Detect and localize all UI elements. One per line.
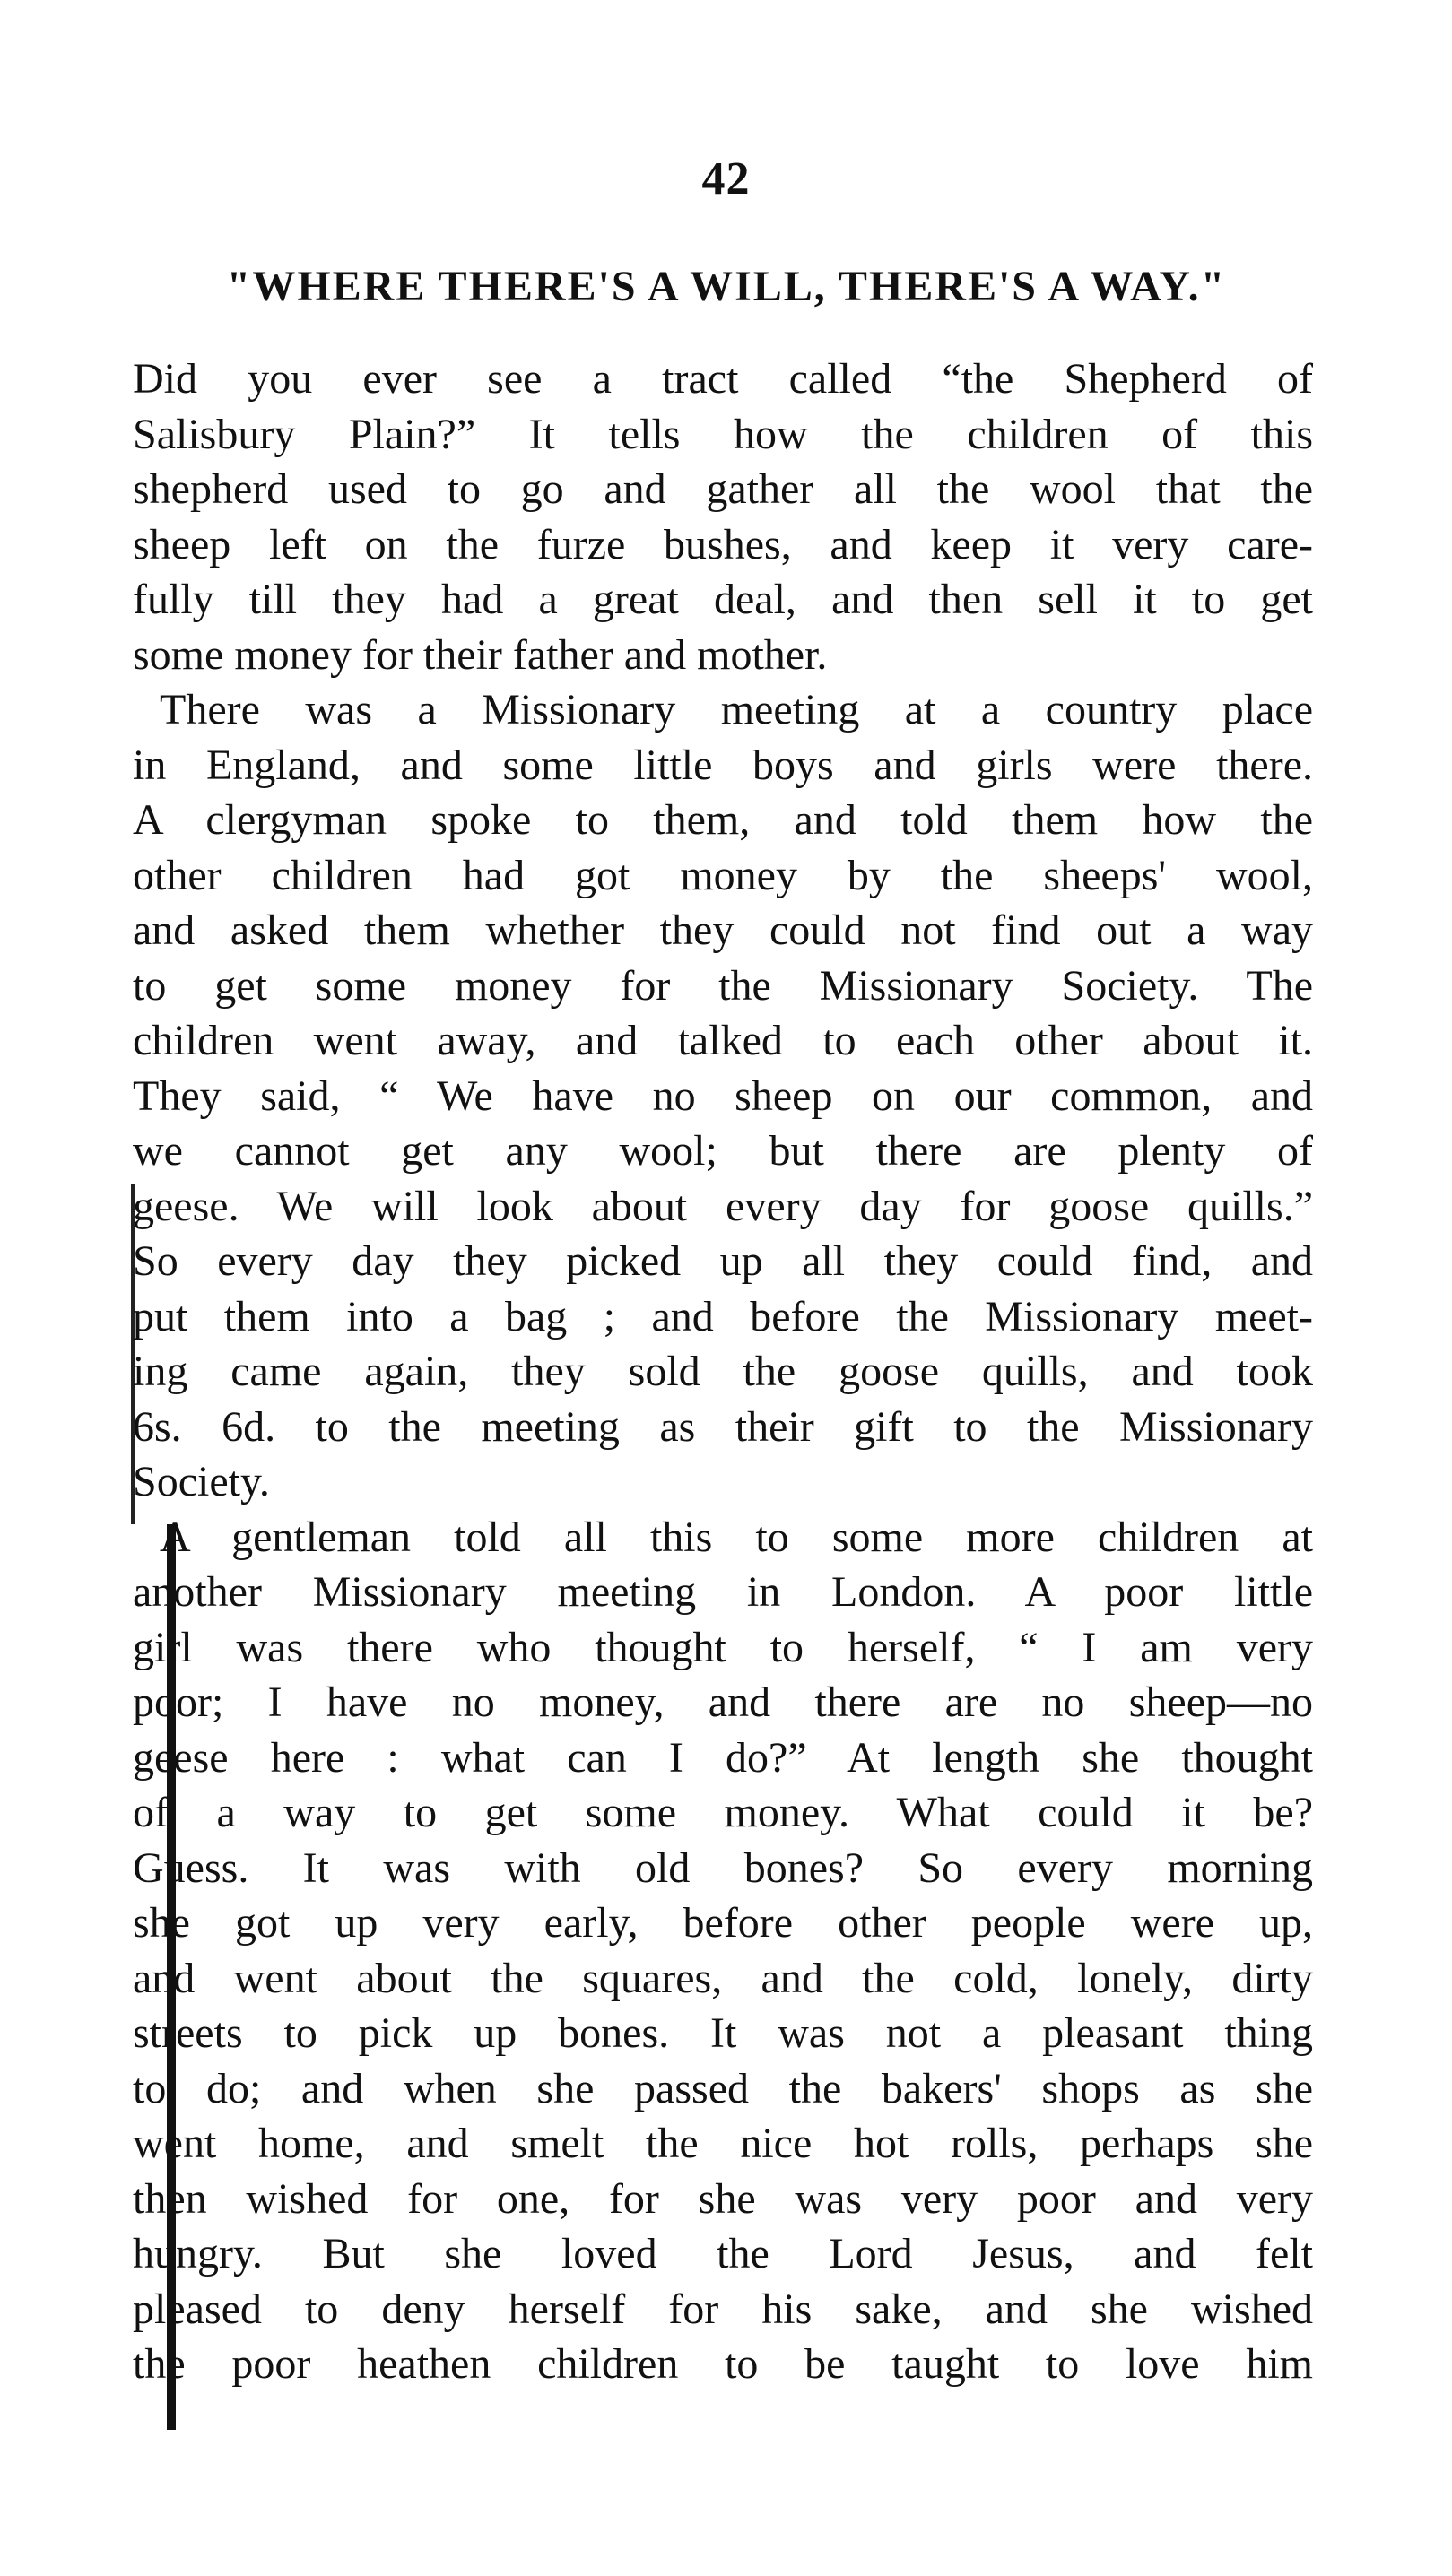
page-number: 42 — [701, 153, 751, 204]
text-line: and went about the squares, and the cold, lonely, dirty — [133, 1954, 1313, 2002]
text-line: poor; I have no money, and there are no sheep—no — [133, 1678, 1313, 1726]
text-line: of a way to get some money. What could it be? — [133, 1789, 1313, 1836]
text-line: geese. We will look about every day for goose quills.” — [133, 1182, 1313, 1230]
text-line: in England, and some little boys and girls were there. — [133, 741, 1313, 789]
text-line: There was a Missionary meeting at a country place — [160, 686, 1313, 733]
text-line: ing came again, they sold the goose quills, and took — [133, 1348, 1313, 1395]
text-line: to get some money for the Missionary Society. The — [133, 961, 1313, 1010]
text-line: other children had got money by the sheeps' wool, — [133, 851, 1313, 899]
text-line: Society. — [133, 1458, 270, 1505]
text-line: to do; and when she passed the bakers' shops as she — [133, 2064, 1313, 2112]
text-line: the poor heathen children to be taught to love him — [133, 2340, 1313, 2388]
text-line: A clergyman spoke to them, and told them how the — [133, 796, 1313, 844]
body-text — [133, 351, 1313, 2392]
chapter-title: "WHERE THERE'S A WILL, THERE'S A WAY." — [226, 263, 1227, 310]
text-line: then wished for one, for she was very poor and very — [133, 2174, 1313, 2223]
text-line: Salisbury Plain?” It tells how the children of this — [133, 410, 1313, 458]
text-line: another Missionary meeting in London. A poor little — [133, 1568, 1313, 1616]
text-line: girl was there who thought to herself, “ I am very — [133, 1623, 1313, 1671]
text-line: sheep left on the furze bushes, and keep it very care- — [133, 520, 1313, 568]
text-line: geese here : what can I do?” At length she thought — [133, 1733, 1313, 1782]
text-line: hungry. But she loved the Lord Jesus, and felt — [133, 2230, 1313, 2277]
text-line: children went away, and talked to each other about it. — [133, 1017, 1313, 1064]
text-line: fully till they had a great deal, and then sell it to get — [133, 576, 1313, 623]
text-line: shepherd used to go and gather all the wool that the — [133, 465, 1313, 513]
text-line: Guess. It was with old bones? So every morning — [133, 1843, 1313, 1892]
text-line: A gentleman told all this to some more children at — [160, 1513, 1313, 1561]
text-line: we cannot get any wool; but there are plenty of — [133, 1127, 1313, 1175]
text-line: she got up very early, before other people were up, — [133, 1899, 1313, 1947]
text-line: streets to pick up bones. It was not a pleasant thing — [133, 2009, 1313, 2057]
text-line: They said, “ We have no sheep on our common, and — [133, 1071, 1313, 1120]
text-line: Did you ever see a tract called “the Shepherd of — [133, 355, 1313, 403]
text-line: 6s. 6d. to the meeting as their gift to the Missionary — [133, 1402, 1313, 1451]
text-line: went home, and smelt the nice hot rolls, perhaps she — [133, 2120, 1313, 2167]
text-line: So every day they picked up all they could find, and — [133, 1237, 1313, 1285]
text-line: pleased to deny herself for his sake, and she wished — [133, 2285, 1313, 2333]
text-line: some money for their father and mother. — [133, 630, 828, 679]
text-line: put them into a bag ; and before the Missionary meet- — [133, 1292, 1313, 1340]
text-line: and asked them whether they could not find out a way — [133, 906, 1313, 954]
